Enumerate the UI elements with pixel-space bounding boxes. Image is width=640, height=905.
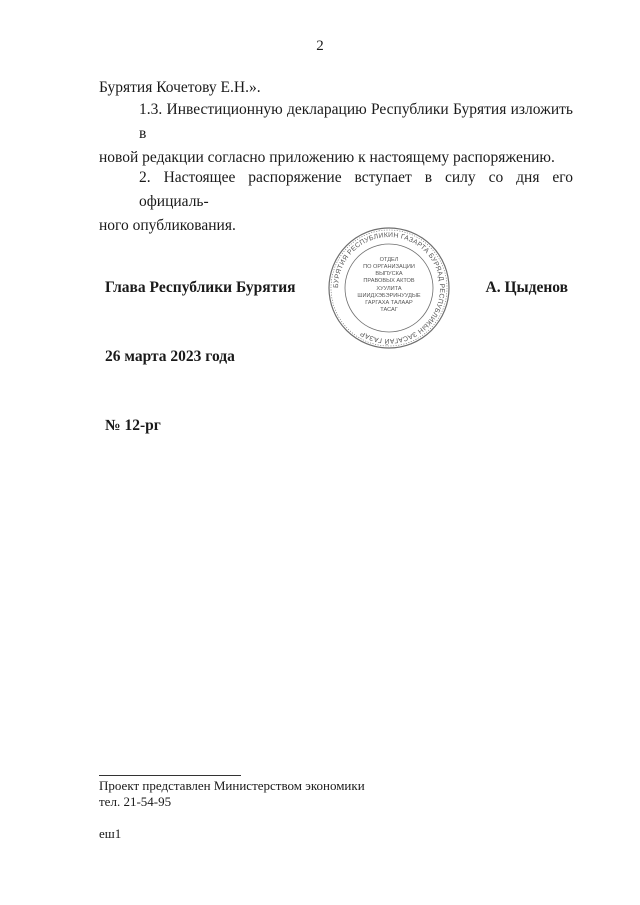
footer-line-phone: тел. 21-54-95 <box>99 794 172 809</box>
official-seal <box>327 226 451 350</box>
seal-inner-line: ТАСАГ <box>380 307 398 313</box>
paragraph-line: ного опубликования. <box>99 217 236 234</box>
signatory-name: А. Цыденов <box>485 279 568 296</box>
footer-code: еш1 <box>99 826 122 841</box>
seal-inner-line: ВЫПУСКА <box>375 271 403 277</box>
footer-note <box>99 778 365 810</box>
seal-inner-line: ХУУЛИТА <box>376 286 402 292</box>
paragraph-continuation <box>99 76 573 100</box>
seal-inner-line: ОТДЕЛ <box>379 257 399 263</box>
paragraph-line: 1.3. Инвестиционную декларацию Республики Бурятия изложить в <box>139 101 573 142</box>
paragraph-line: новой редакции согласно приложению к настоящему распоряжению. <box>99 149 555 166</box>
page-number: 2 <box>316 38 324 54</box>
paragraph-line: Бурятия Кочетову Е.Н.». <box>99 79 261 96</box>
seal-inner-line: ГАРГАХА ТАЛААР <box>365 300 413 306</box>
seal-inner-line: ПО ОРГАНИЗАЦИИ <box>363 264 415 270</box>
footer-divider <box>99 775 241 776</box>
document-date: 26 марта 2023 года <box>105 348 235 365</box>
seal-inner-line: ПРАВОВЫХ АКТОВ <box>363 278 415 284</box>
seal-inner-line: ШИИДХЭБЭРИНУУДЫЕ <box>357 293 421 299</box>
paragraph-line: 2. Настоящее распоряжение вступает в силу со дня его официаль- <box>139 169 573 210</box>
paragraph-item-1-3 <box>99 98 573 170</box>
signatory-position: Глава Республики Бурятия <box>105 279 296 296</box>
document-number: № 12-рг <box>105 417 161 434</box>
footer-line-ministry: Проект представлен Министерством экономики <box>99 778 365 793</box>
seal-outer-text: БУРЯТИЯ РЕСПУБЛИКИН ГАЗАРТА БУРЯАД РЕСПУБЛИКЫН ЗАСАГАЙ ГАЗАР <box>332 231 446 345</box>
